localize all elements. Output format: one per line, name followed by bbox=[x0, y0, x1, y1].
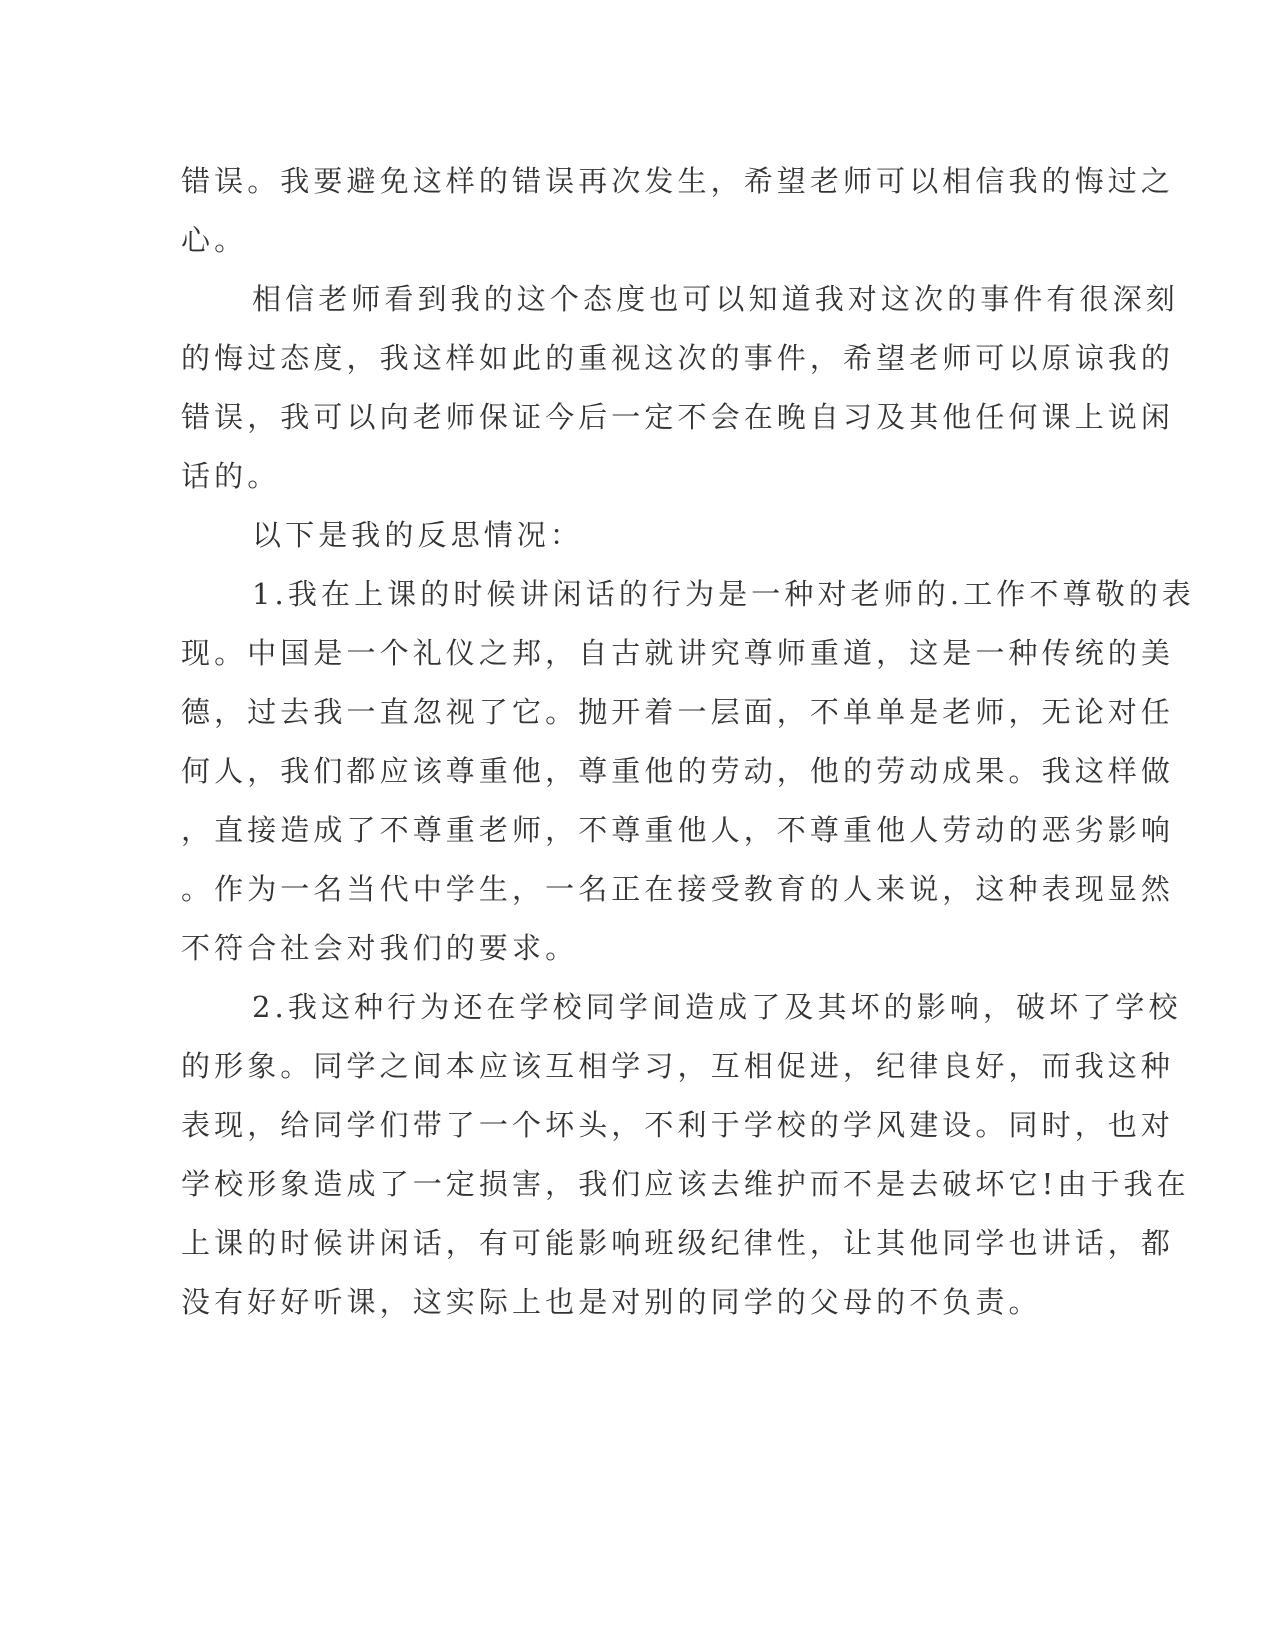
text-line: 表现，给同学们带了一个坏头，不利于学校的学风建设。同时，也对 bbox=[181, 1108, 1175, 1142]
text-line: 错误，我可以向老师保证今后一定不会在晚自习及其他任何课上说闲 bbox=[181, 400, 1175, 434]
text-line: 学校形象造成了一定损害，我们应该去维护而不是去破坏它!由于我在 bbox=[181, 1167, 1190, 1201]
text-line: 1.我在上课的时候讲闲话的行为是一种对老师的.工作不尊敬的表 bbox=[252, 577, 1195, 611]
text-line: 上课的时候讲闲话，有可能影响班级纪律性，让其他同学也讲话，都 bbox=[181, 1226, 1175, 1260]
text-line: 德，过去我一直忽视了它。抛开着一层面，不单单是老师，无论对任 bbox=[181, 695, 1175, 729]
text-line: 心。 bbox=[181, 223, 248, 257]
text-line: 以下是我的反思情况： bbox=[252, 518, 584, 552]
text-line: 何人，我们都应该尊重他，尊重他的劳动，他的劳动成果。我这样做 bbox=[181, 754, 1175, 788]
text-line: 现。中国是一个礼仪之邦，自古就讲究尊师重道，这是一种传统的美 bbox=[181, 636, 1175, 670]
text-line: 没有好好听课，这实际上也是对别的同学的父母的不负责。 bbox=[181, 1285, 1042, 1319]
text-line: 不符合社会对我们的要求。 bbox=[181, 931, 579, 965]
text-line: 的形象。同学之间本应该互相学习，互相促进，纪律良好，而我这种 bbox=[181, 1049, 1175, 1083]
text-line: 。作为一名当代中学生，一名正在接受教育的人来说，这种表现显然 bbox=[181, 872, 1175, 906]
text-line: 的悔过态度，我这样如此的重视这次的事件，希望老师可以原谅我的 bbox=[181, 341, 1175, 375]
text-line: 相信老师看到我的这个态度也可以知道我对这次的事件有很深刻 bbox=[252, 282, 1179, 316]
text-line: ，直接造成了不尊重老师，不尊重他人，不尊重他人劳动的恶劣影响 bbox=[181, 813, 1175, 847]
text-line: 话的。 bbox=[181, 459, 281, 493]
text-line: 2.我这种行为还在学校同学间造成了及其坏的影响，破坏了学校 bbox=[252, 990, 1182, 1024]
text-line: 错误。我要避免这样的错误再次发生，希望老师可以相信我的悔过之 bbox=[181, 164, 1175, 198]
